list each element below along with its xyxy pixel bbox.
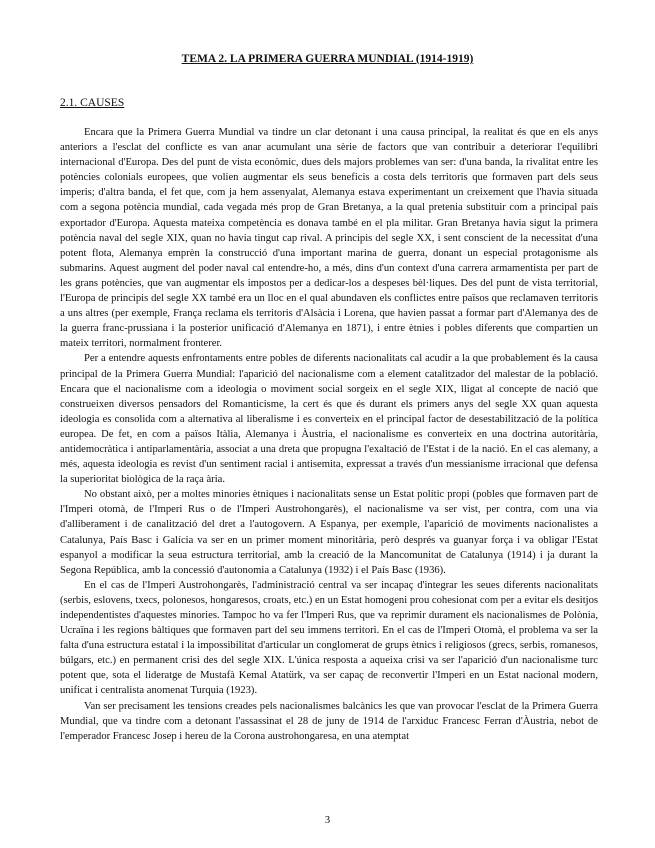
body-text [60, 125, 598, 744]
section-heading: 2.1. CAUSES [60, 97, 125, 109]
paragraph: En el cas de l'Imperi Austrohongarès, l'administració central va ser incapaç d'integrar les seues diferents nacionalitats (serbis, eslovens, txecs, polonesos, hongaresos, croats, etc.) en un Estat homogeni prou cohesionat com per a evitar els desitjos independentistes d'aquestes minories. Tampoc ho va fer l'Imperi Rus, que va reprimir durament els nacionalismes de Polònia, Ucraïna i les regions bàltiques que formaven part del seu immens territori. En el cas de l'Imperi Otomà, el problema va ser la falta d'una estructura estatal i la impossibilitat d'articular un conglomerat de grups ètnics i religiosos (grecs, serbis, romanesos, búlgars, etc.) en permanent crisi des del segle XIX. L'única resposta a aqueixa crisi va ser l'aparició d'un nacionalisme turc potent que, sota el lideratge de Mustafà Kemal Atatürk, va ser capaç de reconvertir l'Imperi en un Estat nacional modern, unificat i centralista anomenat Turquia (1923). [60, 579, 598, 697]
document-title: TEMA 2. LA PRIMERA GUERRA MUNDIAL (1914-1919) [181, 53, 474, 65]
paragraph: No obstant això, per a moltes minories ètniques i nacionalitats sense un Estat polític propi (pobles que formaven part de l'Imperi otomà, de l'Imperi Rus o de l'Imperi Austrohongarès), el nacionalisme va ser vist, per contra, com una via d'alliberament i de canalització del dret a l'autogovern. A Espanya, per exemple, l'aparició de moviments nacionalistes a Catalunya, País Basc i Galícia va ser en un primer moment minoritària, però després va guanyar força i va obligar l'Estat espanyol a modificar la seua estructura territorial, amb la creació de la Mancomunitat de Catalunya (1914) i ja durant la Segona República, amb la concessió d'autonomia a Catalunya (1932) i el País Basc (1936). [60, 489, 598, 576]
paragraph: Van ser precisament les tensions creades pels nacionalismes balcànics les que van provocar l'esclat de la Primera Guerra Mundial, que va tindre com a detonant l'assassinat el 28 de juny de 1914 de l'arxiduc Francesc Ferran d'Àustria, nebot de l'emperador Francesc Josep i hereu de la Corona austrohongaresa, en una atemptat [60, 700, 598, 742]
page-number: 3 [324, 815, 331, 826]
paragraph: Per a entendre aquests enfrontaments entre pobles de diferents nacionalitats cal acudir a la que probablement és la causa principal de la Primera Guerra Mundial: l'aparició del nacionalisme com a element catalitzador del malestar de la població. Encara que el nacionalisme com a ideologia o moviment social sorgeix en el segle XIX, lligat al concepte de nació que construeixen diversos pensadors del Romanticisme, la cert és que és durant els primers anys del segle XX quan aquesta ideologia es consolida com a alternativa al liberalisme i es converteix en el principal factor de desestabilització de la política europea. De fet, en com a països Itàlia, Alemanya i Àustria, el nacionalisme es converteix en una doctrina autoritària, antidemocràtica i antiparlamentària, associat a una dreta que propugna l'exaltació de l'Estat i de la nació. En el cas alemany, a més, aquesta ideologia es revist d'un sentiment racial i antisemita, expressat a través d'un messianisme irracional que defensa la superioritat biològica de la raça ària. [60, 353, 598, 486]
paragraph: Encara que la Primera Guerra Mundial va tindre un clar detonant i una causa principal, la realitat és que en els anys anteriors a l'esclat del conflicte es van anar acumulant una sèrie de factors que van contribuir a deteriorar l'equilibri internacional d'Europa. Des del punt de vista econòmic, dues dels majors problemes van ser: d'una banda, la rivalitat entre les potències colonials europees, que volien augmentar els seus beneficis a costa dels territoris que formaven part dels seus imperis; d'altra banda, el fet que, com ja hem assenyalat, Alemanya estava experimentant un creixement que l'havia situada com a segona potència mundial, cada vegada més prop de Gran Bretanya, a la qual pretenia substituir com a principal país exportador d'Europa. Aquesta mateixa competència es donava també en el pla militar. Gran Bretanya havia sigut la primera potència naval del segle XIX, quan no havia tingut cap rival. A principis del segle XX, i sent conscient de la necessitat d'una potent flota, Alemanya emprèn la construcció d'una important marina de guerra, donant un especial protagonisme als submarins. Aquest augment del poder naval cal entendre-ho, a més, dins d'un context d'una carrera armamentista per part de les grans potències, que van augmentar els impostos per a dedicar-los a despeses bèl·liques. Des del punt de vista territorial, l'Europa de principis del segle XX també era un lloc en el qual abundaven els conflictes entre països que reclamaven territoris a uns altres (per exemple, França reclama els territoris d'Alsàcia i Lorena, que havien passat a formar part d'Alemanya des de la guerra franc-prussiana i la posterior unificació d'Alemanya en 1871), i entre ètnies i pobles diferents que compartien un mateix territori, normalment fronterer. [60, 127, 598, 350]
